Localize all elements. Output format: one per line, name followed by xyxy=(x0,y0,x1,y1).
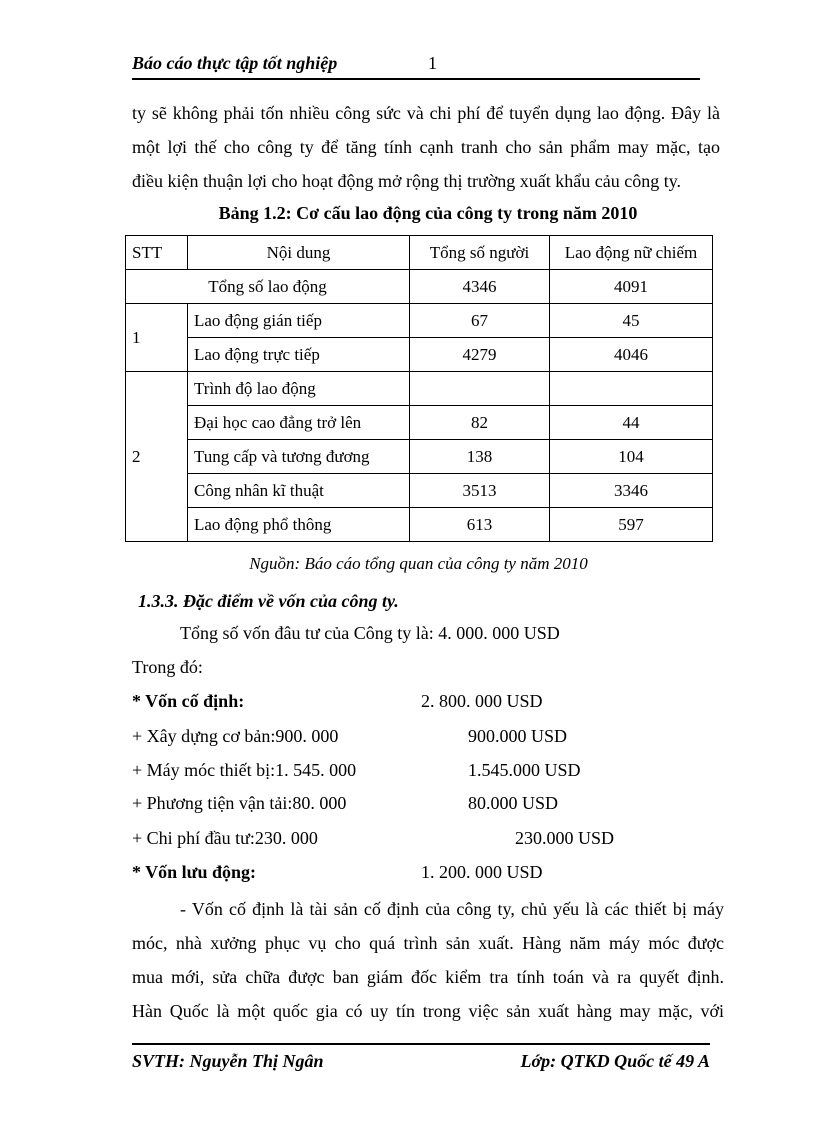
text-line: Hàn Quốc là một quốc gia có uy tín trong việc sản xuất hàng may mặc, với xyxy=(132,1001,724,1021)
header-cell: STT xyxy=(126,236,188,270)
capital-item-label: + Phương tiện vận tải:80. 000 xyxy=(132,793,347,813)
total-cell: 82 xyxy=(410,406,550,440)
female-cell: 104 xyxy=(550,440,713,474)
header-cell: Tổng số người xyxy=(410,236,550,270)
female-cell: 4046 xyxy=(550,338,713,372)
labor-structure-table xyxy=(125,235,713,542)
table-row xyxy=(126,508,713,542)
working-capital-value: 1. 200. 000 USD xyxy=(421,862,543,882)
content-cell: Trình độ lao động xyxy=(188,372,410,406)
stt-cell: 1 xyxy=(126,304,188,372)
female-cell: 45 xyxy=(550,304,713,338)
intro-paragraph xyxy=(132,96,720,198)
female-cell xyxy=(550,372,713,406)
text-line: móc, nhà xưởng phục vụ cho quá trình sản xuất. Hàng năm máy móc được xyxy=(132,933,724,953)
page-header xyxy=(132,52,700,80)
content-cell: Lao động phổ thông xyxy=(188,508,410,542)
table-row xyxy=(126,406,713,440)
text-line: - Vốn cố định là tài sản cố định của công ty, chủ yếu là các thiết bị máy xyxy=(180,899,724,919)
female-cell: 3346 xyxy=(550,474,713,508)
text-line: ty sẽ không phải tốn nhiều công sức và chi phí để tuyển dụng lao động. Đây là xyxy=(132,103,720,123)
table-row-total xyxy=(126,270,713,304)
total-count: 4346 xyxy=(410,270,550,304)
table-row xyxy=(126,440,713,474)
table-caption: Bảng 1.2: Cơ cấu lao động của công ty trong năm 2010 xyxy=(218,203,638,223)
header-cell: Lao động nữ chiếm xyxy=(550,236,713,270)
content-cell: Lao động gián tiếp xyxy=(188,304,410,338)
female-cell: 44 xyxy=(550,406,713,440)
total-investment-line: Tổng số vốn đâu tư của Công ty là: 4. 000. 000 USD xyxy=(180,623,560,643)
capital-item-value: 230.000 USD xyxy=(515,828,615,848)
header-title: Báo cáo thực tập tốt nghiệp xyxy=(132,53,338,73)
working-capital-label: * Vốn lưu động: xyxy=(132,862,257,882)
section-heading: 1.3.3. Đặc điểm về vốn của công ty. xyxy=(138,591,399,611)
table-row xyxy=(126,474,713,508)
capital-item-label: + Chi phí đầu tư:230. 000 xyxy=(132,828,318,848)
total-cell xyxy=(410,372,550,406)
page-footer xyxy=(132,1043,710,1075)
capital-item-value: 80.000 USD xyxy=(468,793,559,813)
trong-do-label: Trong đó: xyxy=(132,657,203,677)
table-row xyxy=(126,372,713,406)
footer-class: Lớp: QTKD Quốc tế 49 A xyxy=(520,1051,710,1071)
content-cell: Tung cấp và tương đương xyxy=(188,440,410,474)
total-cell: 613 xyxy=(410,508,550,542)
female-cell: 597 xyxy=(550,508,713,542)
footer-student: SVTH: Nguyễn Thị Ngân xyxy=(132,1051,324,1071)
body-paragraph xyxy=(132,892,724,1028)
header-cell: Nội dung xyxy=(188,236,410,270)
total-cell: 67 xyxy=(410,304,550,338)
content-cell: Đại học cao đẳng trở lên xyxy=(188,406,410,440)
text-line: mua mới, sửa chữa được ban giám đốc kiểm tra tính toán và ra quyết định. xyxy=(132,967,724,987)
total-female: 4091 xyxy=(550,270,713,304)
capital-item-value: 900.000 USD xyxy=(468,726,568,746)
capital-item-value: 1.545.000 USD xyxy=(468,760,581,780)
fixed-capital-value: 2. 800. 000 USD xyxy=(421,691,543,711)
total-cell: 3513 xyxy=(410,474,550,508)
capital-item-label: + Xây dựng cơ bản:900. 000 xyxy=(132,726,339,746)
page-number: 1 xyxy=(428,53,437,73)
fixed-capital-label: * Vốn cố định: xyxy=(132,691,245,711)
total-label: Tổng số lao động xyxy=(126,270,410,304)
table-header-row xyxy=(126,236,713,270)
content-cell: Công nhân kĩ thuật xyxy=(188,474,410,508)
stt-cell: 2 xyxy=(126,372,188,542)
table-row xyxy=(126,304,713,338)
table-source-note: Nguồn: Báo cáo tổng quan của công ty năm 2010 xyxy=(249,554,588,573)
total-cell: 4279 xyxy=(410,338,550,372)
content-cell: Lao động trực tiếp xyxy=(188,338,410,372)
capital-item-label: + Máy móc thiết bị:1. 545. 000 xyxy=(132,760,357,780)
text-line: một lợi thế cho công ty để tăng tính cạnh tranh cho sản phẩm may mặc, tạo xyxy=(132,137,720,157)
table-row xyxy=(126,338,713,372)
text-line: điều kiện thuận lợi cho hoạt động mở rộng thị trường xuất khẩu cảu công ty. xyxy=(132,171,682,191)
total-cell: 138 xyxy=(410,440,550,474)
